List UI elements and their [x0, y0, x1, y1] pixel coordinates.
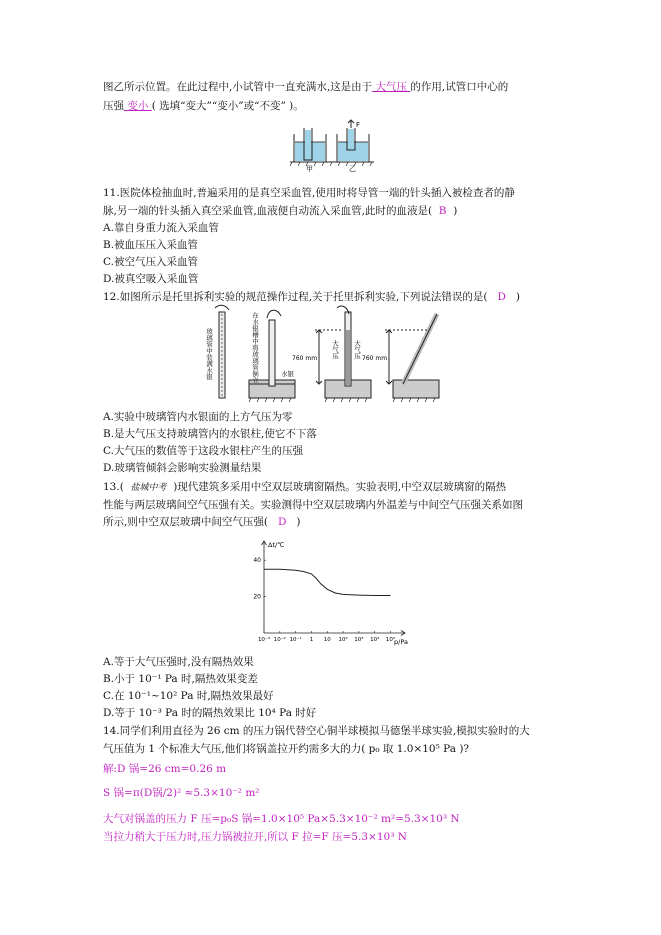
q11-stem-2b: ): [453, 205, 458, 217]
q13-source: 盐城中考: [130, 483, 167, 493]
torricelli-figure: [207, 306, 443, 404]
intro-text-2a: 压强: [103, 100, 124, 112]
q13-stem-2: 性能与两层玻璃间空气压强有关。实验测得中空双层玻璃内外温差与中间空气压强关系如图: [103, 499, 523, 511]
fig-760mm-b: 760 mm: [362, 355, 388, 362]
q13-answer: D: [277, 516, 287, 528]
q11-stem-2a: 脉,另一端的针头插入真空采血管,血液便自动流入采血管,此时的血液是(: [103, 205, 433, 217]
force-label: F: [356, 121, 361, 129]
q13-option-b: B.小于 10⁻¹ Pa 时,隔热效果变差: [103, 673, 258, 685]
q11-option-b: B.被血压压入采血管: [103, 239, 199, 251]
q13-stem-1b: )现代建筑多采用中空双层玻璃窗隔热。实验表明,中空双层玻璃窗的隔热: [173, 481, 507, 493]
temperature-pressure-chart: [250, 532, 410, 647]
q11-option-d: D.被真空吸入采血管: [103, 273, 199, 285]
q12-option-a: A.实验中玻璃管内水银面的上方气压为零: [103, 411, 293, 423]
fig-atm-label-1: 大气压: [331, 340, 339, 360]
q14-solution-3: 大气对锅盖的压力 F 压=p₀S 锅=1.0×10⁵ Pa×5.3×10⁻² m²=5.3×10³ N: [103, 813, 460, 825]
series-line: [264, 569, 391, 595]
fig-label-jia: 甲: [306, 165, 313, 173]
q12-answer: D: [497, 291, 506, 303]
q13-number: 13.(: [103, 481, 124, 493]
answer-blank-2: 变小: [124, 100, 152, 112]
x-tick-label: 10⁴: [370, 637, 380, 643]
q14-solution-1: 解:D 锅=26 cm=0.26 m: [103, 763, 227, 775]
intro-line-1: [103, 80, 508, 95]
q14-solution-4: 当拉力稍大于压力时,压力锅被拉开,所以 F 拉=F 压=5.3×10³ N: [103, 831, 407, 843]
q13-stem-1: [103, 480, 506, 496]
x-tick-label: 10⁵: [385, 637, 396, 643]
q13-stem-3: [103, 515, 301, 530]
q13-stem-3b: ): [296, 516, 301, 528]
q13-option-c: C.在 10⁻¹~10² Pa 时,隔热效果最好: [103, 690, 274, 702]
x-tick-label: 10⁻³: [257, 637, 271, 643]
fig-760mm-a: 760 mm: [292, 355, 318, 362]
y-axis-label: Δt/℃: [268, 541, 285, 549]
intro-line-2: [103, 99, 304, 114]
q11-stem-1: 11.医院体检抽血时,普遍采用的是真空采血管,使用时将导管一端的针头插入被检查者的静: [103, 187, 515, 199]
x-tick-label: 1: [309, 637, 314, 643]
fig-tube-text: 玻璃管中装满水银: [205, 328, 213, 380]
x-tick-label: 10²: [338, 637, 348, 643]
intro-text-2b: ( 选填“变大”“变小”或“不变” )。: [151, 100, 304, 112]
q11-option-a: A.靠自身重力流入采血管: [103, 222, 219, 234]
fig-atm-label-2: 大气压: [353, 340, 361, 360]
q13-stem-3a: 所示,则中空双层玻璃中间空气压强(: [103, 516, 268, 528]
q12-option-d: D.玻璃管倾斜会影响实验测量结果: [103, 462, 262, 474]
fig-invert-text: 在水银槽中将玻璃管倒立: [251, 312, 259, 384]
beaker-figure: [290, 120, 374, 172]
q14-stem-2: 气压值为 1 个标准大气压,他们将锅盖拉开约需多大的力( p₀ 取 1.0×10⁵ Pa )?: [103, 743, 470, 755]
fig-label-yi: 乙: [349, 165, 356, 173]
q12-stem: [103, 290, 520, 305]
answer-blank-1: 大气压: [372, 81, 411, 93]
q13-option-a: A.等于大气压强时,没有隔热效果: [103, 656, 254, 668]
intro-text-1b: 的作用,试管口中心的: [410, 81, 509, 93]
x-axis-label: p/Pa: [394, 638, 408, 646]
x-tick-label: 10⁻²: [273, 637, 286, 643]
q12-option-b: B.是大气压支持玻璃管内的水银柱,使它不下落: [103, 428, 317, 440]
q12-stem-b: ): [515, 291, 521, 303]
x-tick-label: 10: [323, 637, 331, 643]
intro-text-1a: 图乙所示位置。在此过程中,小试管中一直充满水,这是由于: [103, 81, 373, 93]
q11-option-c: C.被空气压入采血管: [103, 256, 198, 268]
q14-solution-2: S 锅=π(D锅/2)² ≈5.3×10⁻² m²: [103, 787, 260, 799]
q12-option-c: C.大气压的数值等于这段水银柱产生的压强: [103, 445, 303, 457]
q14-stem-1: 14.同学们利用直径为 26 cm 的压力锅代替空心铜半球模拟马德堡半球实验,模拟实验时的大: [103, 725, 530, 737]
q12-stem-a: 12.如图所示是托里拆利实验的规范操作过程,关于托里拆利实验,下列说法错误的是(: [103, 291, 488, 303]
x-tick-label: 10³: [354, 637, 364, 643]
q11-stem-2: [103, 204, 457, 219]
x-tick-label: 10⁻¹: [289, 637, 302, 643]
y-tick-label: 20: [253, 593, 261, 601]
fig-mercury-label: 水银: [281, 370, 294, 378]
q11-answer: B: [438, 205, 447, 217]
y-tick-label: 40: [253, 557, 261, 565]
q13-option-d: D.等于 10⁻³ Pa 时的隔热效果比 10⁴ Pa 时好: [103, 707, 317, 719]
